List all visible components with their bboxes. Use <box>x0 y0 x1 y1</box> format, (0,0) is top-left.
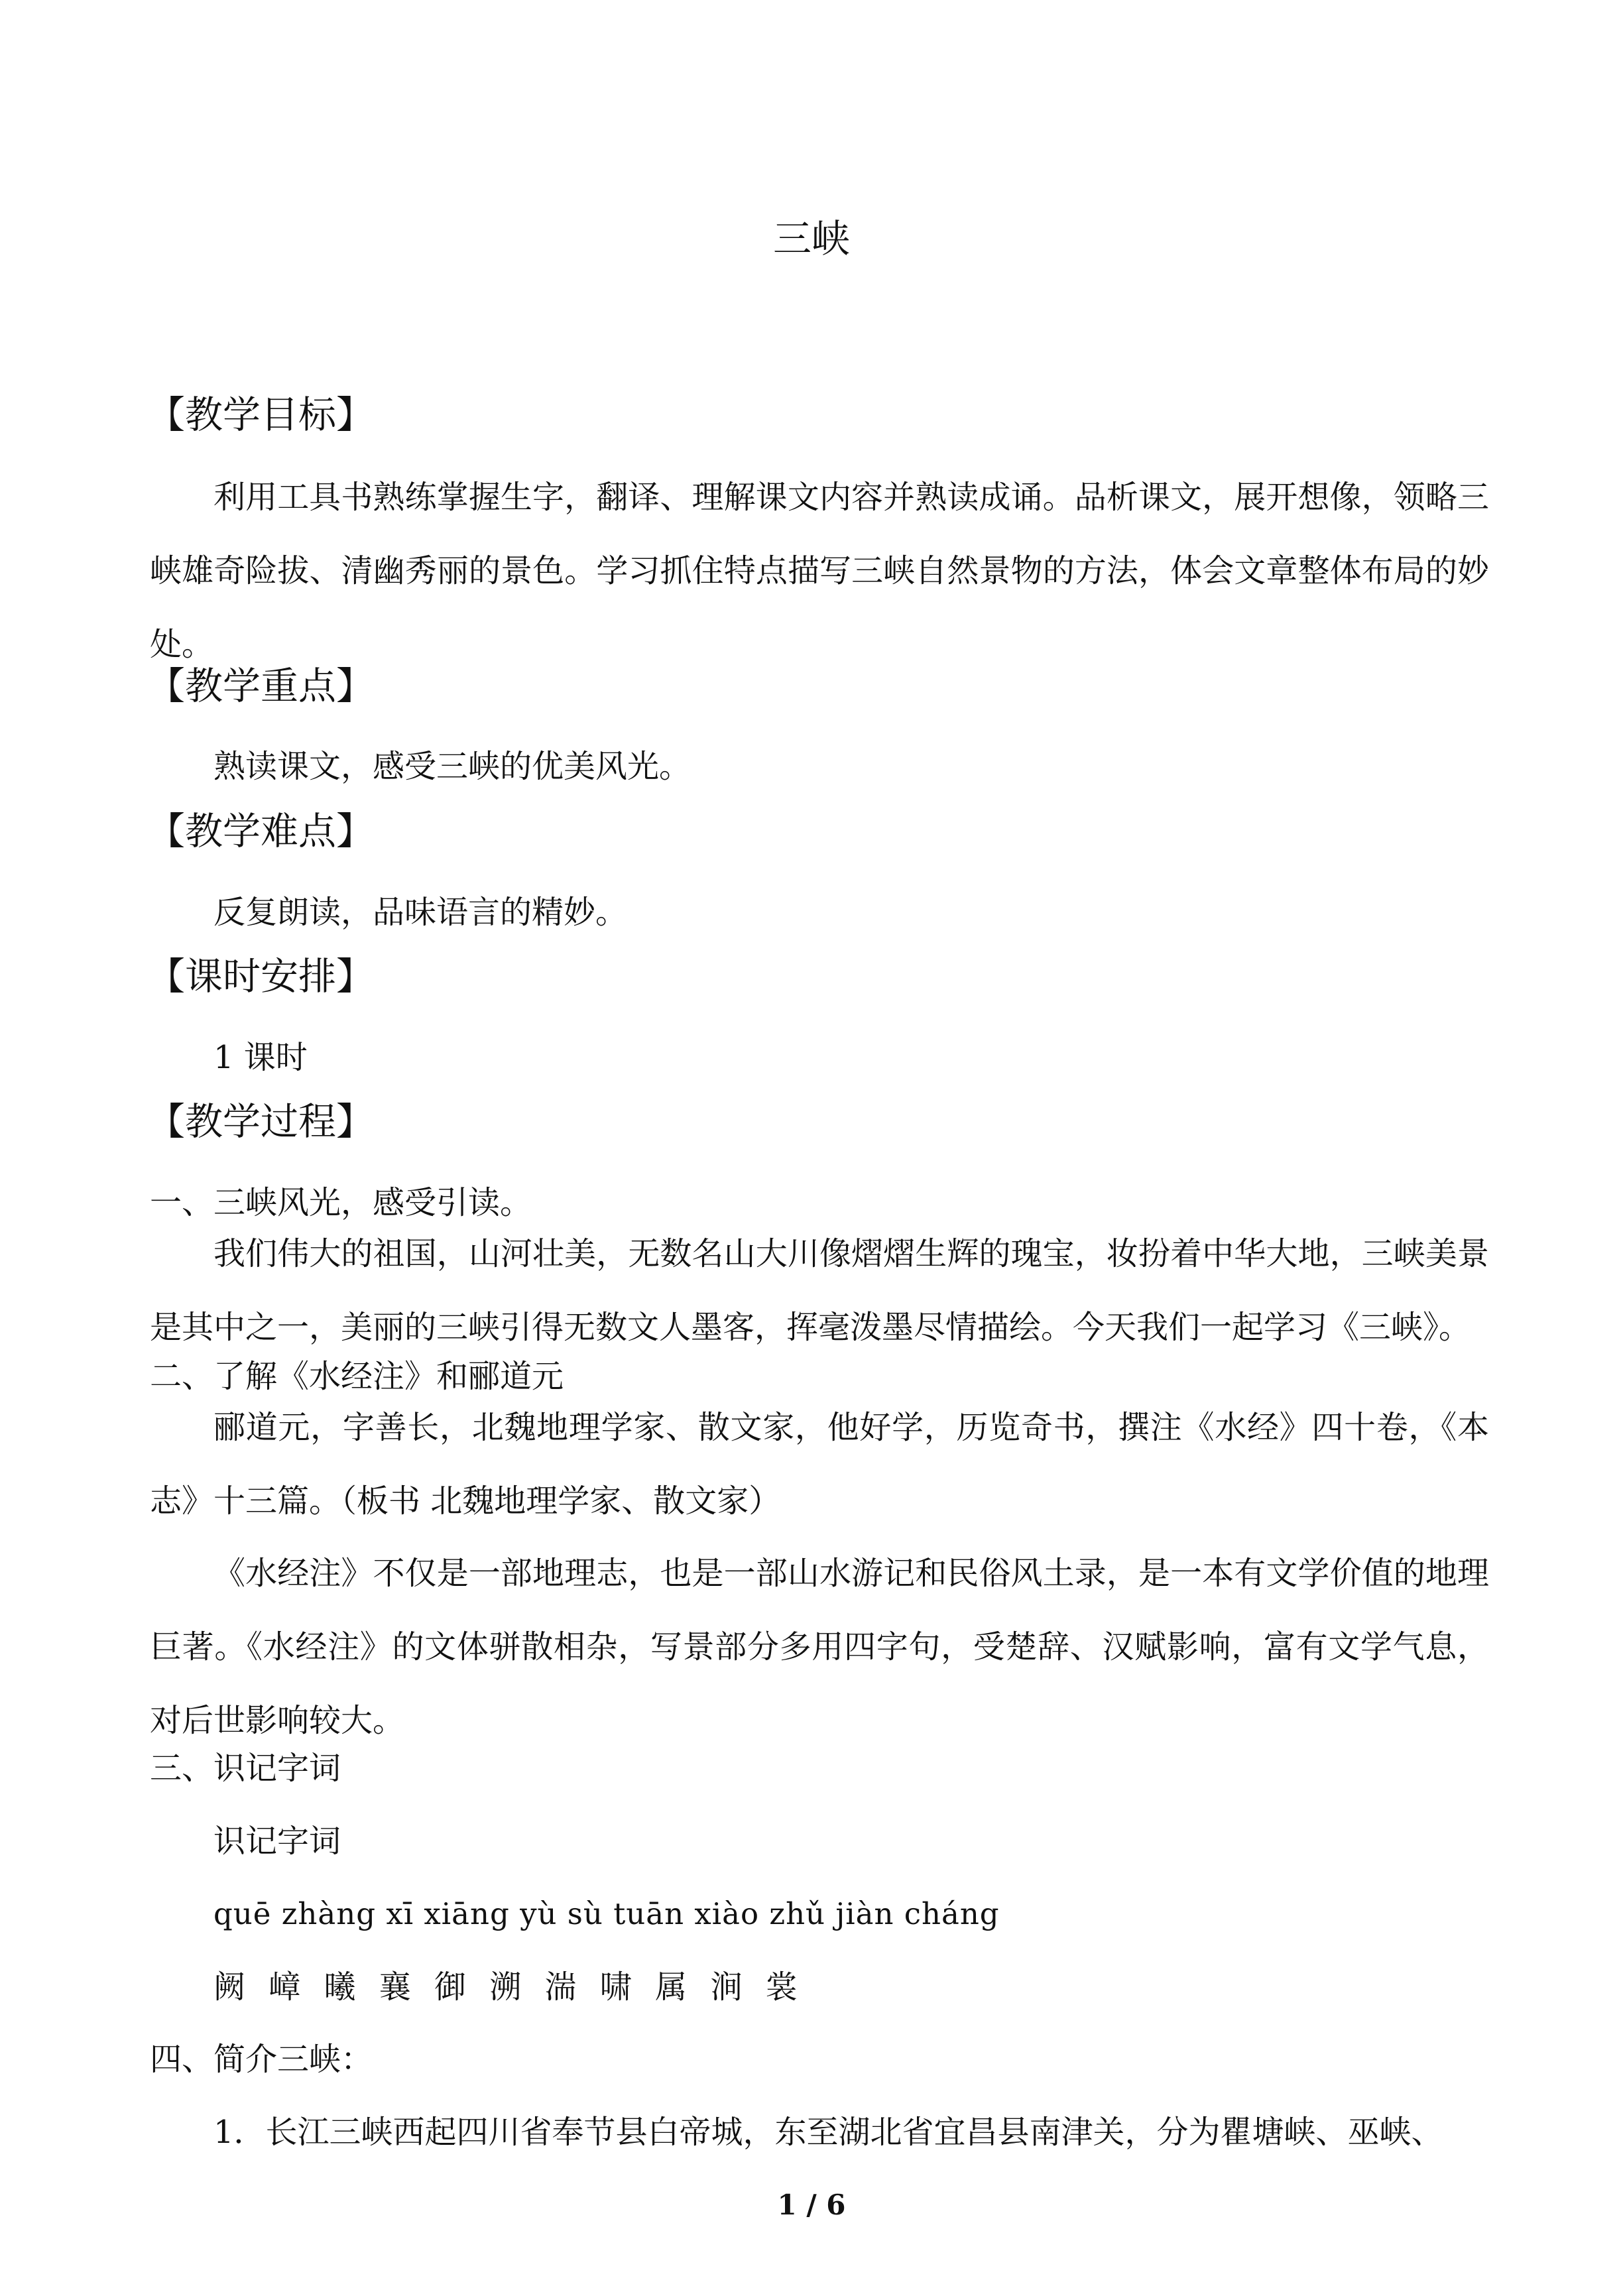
step4-title: 四、简介三峡： <box>150 2041 373 2078</box>
heading-key-points: 【教学重点】 <box>147 664 374 708</box>
heading-difficulties: 【教学难点】 <box>147 810 374 853</box>
page-number: 1 / 6 <box>777 2189 846 2221</box>
step1-text: 我们伟大的祖国，山河壮美，无数名山大川像熠熠生辉的瑰宝，妆扮着中华大地，三峡美景是其中之一，美丽的三峡引得无数文人墨客，挥毫泼墨尽情描绘。今天我们一起学习《三峡》。 <box>150 1235 1489 1346</box>
step2-text-2: 《水经注》不仅是一部地理志，也是一部山水游记和民俗风土录，是一本有文学价值的地理巨著。《水经注》的文体骈散相杂，写景部分多用四字句，受楚辞、汉赋影响，富有文学气息，对后世影响较大。 <box>150 1555 1489 1739</box>
heading-process: 【教学过程】 <box>147 1100 374 1144</box>
step3-subtitle: 识记字词 <box>213 1823 341 1860</box>
key-points-text: 熟读课文，感受三峡的优美风光。 <box>213 748 691 785</box>
page-title: 三峡 <box>772 216 850 261</box>
characters-row: 阙 嶂 曦 襄 御 溯 湍 啸 属 涧 裳 <box>213 1968 804 2006</box>
pinyin-row: quē zhàng xī xiāng yù sù tuān xiào zhǔ jiàn cháng <box>213 1896 1000 1931</box>
step2-title: 二、了解《水经注》和郦道元 <box>150 1358 564 1395</box>
step3-title: 三、识记字词 <box>150 1750 341 1787</box>
schedule-text: 1 课时 <box>213 1039 308 1076</box>
teaching-goals-text: 利用工具书熟练掌握生字，翻译、理解课文内容并熟读成诵。品析课文，展开想像，领略三峡雄奇险拔、清幽秀丽的景色。学习抓住特点描写三峡自然景物的方法，体会文章整体布局的妙处。 <box>150 479 1489 663</box>
step1-title: 一、三峡风光，感受引读。 <box>150 1184 532 1221</box>
step4-item-1: 1．长江三峡西起四川省奉节县白帝城，东至湖北省宜昌县南津关，分为瞿塘峡、巫峡、 <box>213 2114 1443 2151</box>
heading-teaching-goals: 【教学目标】 <box>147 393 374 437</box>
difficulties-text: 反复朗读，品味语言的精妙。 <box>213 894 628 931</box>
heading-schedule: 【课时安排】 <box>147 955 374 998</box>
step2-text-1: 郦道元，字善长，北魏地理学家、散文家，他好学，历览奇书，撰注《水经》四十卷，《本志》十三篇。（板书 北魏地理学家、散文家） <box>150 1409 1489 1520</box>
